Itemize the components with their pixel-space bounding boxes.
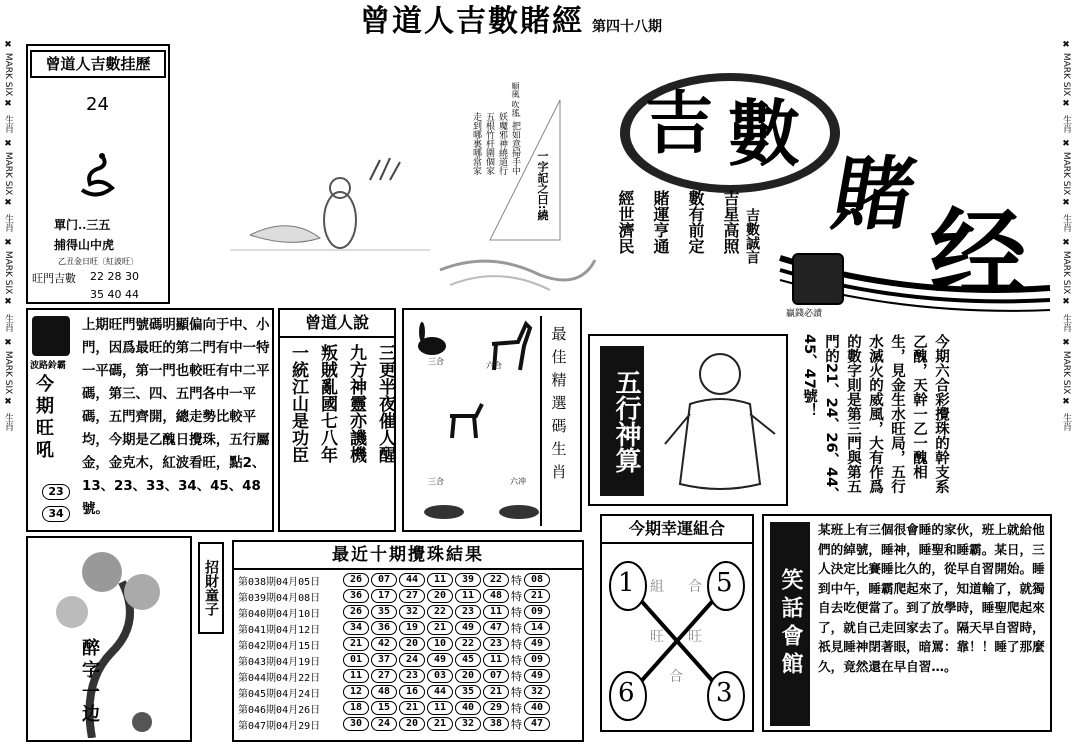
lucky-number-3: 3 (716, 678, 733, 708)
says-poem-col: 一統江山是功臣 (288, 344, 308, 463)
logo-poem-col: 經世濟民 (616, 190, 635, 254)
left-side-strip (2, 40, 20, 740)
results-special-label: 特 (511, 638, 522, 651)
results-number: 15 (371, 701, 397, 715)
results-period: 第040期04月10日 (238, 608, 321, 620)
results-special-label: 特 (511, 574, 522, 587)
results-number: 20 (399, 717, 425, 731)
results-number: 21 (343, 637, 369, 651)
results-side-label: 招財童子 (198, 542, 224, 634)
results-number: 21 (427, 621, 453, 635)
results-number: 32 (455, 717, 481, 731)
results-number: 45 (455, 653, 481, 667)
results-row (238, 588, 578, 604)
results-number: 11 (427, 573, 453, 587)
poem-line-1: 單门..三五 (54, 218, 111, 232)
results-number: 10 (427, 637, 453, 651)
results-row (238, 716, 578, 732)
zodiac-label: 六合 (486, 361, 502, 370)
results-period: 第038期04月05日 (238, 576, 321, 588)
child-figure-illustration (660, 344, 780, 500)
zodiac-label: 三合 (428, 357, 444, 366)
hanging-tag-title: 曾道人吉數挂歷 (30, 50, 166, 78)
results-number: 11 (483, 605, 509, 619)
says-title: 曾道人說 (280, 310, 394, 338)
side-strip-label: 生肖 (1061, 313, 1071, 332)
results-number: 29 (483, 701, 509, 715)
results-number: 37 (371, 653, 397, 667)
results-number: 40 (455, 701, 481, 715)
wave-analysis-text: 上期旺門號碼明顯偏向于中、小門，因爲最旺的第二門有中一特一平碼，第一門也較旺有中二平碼，第三、四、五門各中一平碼，五門齊開，總走勢比較平均，今期是乙醜日攪珠，五行屬金，金克木，紅波看旺，點2、13、23、33、34、45、48號。 (82, 318, 270, 517)
results-special-number: 49 (524, 669, 550, 683)
logo-area (610, 58, 1060, 323)
calendar-number: 24 (86, 94, 109, 115)
logo-poem-col: 賭運亨通 (651, 190, 670, 254)
says-poem-col: 三更半夜催人醒 (375, 344, 395, 463)
results-special-number: 21 (524, 589, 550, 603)
results-number: 34 (343, 621, 369, 635)
tree-text: 醉字一边 (79, 638, 100, 726)
results-number: 16 (399, 685, 425, 699)
sketch-verse-line: 妖魔邪神繞道行 (497, 112, 507, 175)
results-special-label: 特 (511, 670, 522, 683)
lucky-cross-label: 合 (669, 669, 683, 685)
side-strip-label: ✖ MARK SIX ✖ (1061, 40, 1071, 110)
results-special-label: 特 (511, 686, 522, 699)
says-poem-col: 叛賊亂國七八年 (317, 344, 337, 463)
hanging-tag-panel (26, 44, 170, 304)
joke-text: 某班上有三個很會睡的家伙，班上就給他們的綽號，睡神，睡聖和睡霸。某日，三人決定比賽睡比久的，從早自習開始。睡到中午，睡霸爬起來了，知道輸了，就獨自去吃便當了。到了放學時，睡聖爬起來了，就自己走回家去了。隔天早自習時，祇見睡神閉著眼，暗罵：靠！！睡了那麼久，竟然還在早自習…。 (818, 522, 1045, 674)
results-period: 第041期04月12日 (238, 624, 321, 636)
snake-icon (72, 150, 122, 200)
results-period: 第046期04月26日 (238, 704, 321, 716)
results-number: 22 (455, 637, 481, 651)
sailboat-sketch (430, 90, 600, 300)
wave-badge-label: 波路鈴霸 (30, 361, 67, 371)
logo-poem (614, 190, 742, 254)
page-title: 曾道人吉數賭經 (360, 4, 584, 39)
results-number: 26 (343, 573, 369, 587)
results-number: 11 (343, 669, 369, 683)
results-number: 20 (455, 669, 481, 683)
sketch-verse-line: 一把如意掃手中 (510, 112, 520, 175)
says-poem (286, 344, 396, 463)
results-period: 第044期04月22日 (238, 672, 321, 684)
results-row (238, 572, 578, 588)
side-strip-label: 生肖 (3, 412, 13, 431)
logo-poem-col: 吉星高照 (721, 190, 740, 254)
wave-panel (26, 308, 274, 532)
side-strip-label: 生肖 (1061, 214, 1071, 233)
results-number: 21 (483, 685, 509, 699)
results-special-number: 09 (524, 653, 550, 667)
wave-circle-number: 23 (42, 484, 70, 500)
results-number: 03 (427, 669, 453, 683)
logo-char-4: 经 (930, 197, 1026, 310)
joke-badge: 笑話會館 (770, 522, 810, 726)
results-special-number: 08 (524, 573, 550, 587)
results-special-label: 特 (511, 622, 522, 635)
logo-char-3: 賭 (825, 147, 923, 241)
results-title: 最近十期攪珠結果 (234, 542, 582, 570)
results-number: 23 (455, 605, 481, 619)
side-strip-label: ✖ MARK SIX ✖ (3, 238, 13, 308)
lucky-numbers-label: 旺門吉數 (32, 272, 76, 285)
results-special-number: 49 (524, 637, 550, 651)
zodiac-panel (402, 308, 582, 532)
results-special-label: 特 (511, 606, 522, 619)
zodiac-side-box (540, 316, 576, 526)
wuxing-text: 今期六合彩攪珠的幹支系乙醜，天幹一乙一醜相生，見金生水旺局，五行水滅火的威風，大有作爲的數字則是第三門與第五門的21、24、26、44、45、47號！ (801, 334, 949, 502)
wave-badge-graphic (32, 316, 70, 356)
results-period: 第045期04月24日 (238, 688, 321, 700)
results-number: 11 (455, 589, 481, 603)
results-number: 07 (371, 573, 397, 587)
poem-line-2: 捕得山中虎 (54, 238, 115, 252)
results-number: 30 (343, 717, 369, 731)
tree-illustration (32, 542, 188, 738)
rabbit-icon (410, 320, 450, 360)
lucky-number-5: 5 (716, 568, 733, 598)
side-strip-label: ✖ MARK SIX ✖ (3, 139, 13, 209)
right-side-strip (1060, 40, 1078, 740)
sketch-verse-line: 五根竹杆圍個家 (484, 112, 494, 175)
results-number: 39 (455, 573, 481, 587)
wuxing-title: 五行神算 (600, 346, 644, 496)
tree-panel (26, 536, 192, 742)
results-number: 32 (399, 605, 425, 619)
sketch-caption-text: 順風 吹瑤 (511, 82, 520, 117)
results-number: 23 (399, 669, 425, 683)
results-number: 44 (427, 685, 453, 699)
issue-number: 第四十八期 (592, 19, 662, 35)
results-number: 49 (427, 653, 453, 667)
results-row (238, 684, 578, 700)
side-strip-label: ✖ MARK SIX ✖ (3, 337, 13, 407)
results-number: 26 (343, 605, 369, 619)
sketch-verse-line: 走到哪裏哪當家 (471, 112, 481, 175)
side-strip-label: 生肖 (3, 214, 13, 233)
groundhog-illustration (230, 120, 430, 260)
results-number: 21 (399, 701, 425, 715)
results-special-label: 特 (511, 654, 522, 667)
side-strip-label: 生肖 (3, 313, 13, 332)
wave-circle-number: 34 (42, 506, 70, 522)
results-number: 17 (371, 589, 397, 603)
zodiac-side-text: 最佳精選碼生肖 (549, 326, 568, 487)
logo-stamp-label: 贏錢必讀 (786, 309, 823, 319)
results-number: 12 (343, 685, 369, 699)
results-number: 22 (483, 573, 509, 587)
results-number: 27 (371, 669, 397, 683)
results-number: 27 (399, 589, 425, 603)
results-special-label: 特 (511, 718, 522, 731)
results-special-number: 32 (524, 685, 550, 699)
wuxing-panel (588, 334, 788, 506)
zodiac-label: 三合 (428, 477, 444, 486)
results-number: 36 (343, 589, 369, 603)
results-row (238, 604, 578, 620)
side-strip-label: ✖ MARK SIX ✖ (1061, 139, 1071, 209)
lucky-cross-label: 組 (650, 579, 664, 595)
logo-char-2: 數 (728, 91, 801, 176)
lucky-cross-label: 旺 (688, 629, 702, 645)
lucky-cross-label: 合 (688, 579, 702, 595)
results-number: 18 (343, 701, 369, 715)
results-number: 11 (427, 701, 453, 715)
side-strip-label: 生肖 (1061, 412, 1071, 431)
results-panel (232, 540, 584, 742)
lucky-cross-label: 旺 (650, 629, 664, 645)
lucky-numbers-row-1: 22 28 30 (90, 270, 139, 283)
results-number: 44 (399, 573, 425, 587)
lucky-number-1: 1 (618, 568, 635, 598)
results-number: 24 (371, 717, 397, 731)
results-row (238, 700, 578, 716)
results-table (234, 570, 582, 734)
side-strip-label: ✖ MARK SIX ✖ (1061, 337, 1071, 407)
results-number: 20 (427, 589, 453, 603)
results-special-number: 14 (524, 621, 550, 635)
results-number: 21 (427, 717, 453, 731)
results-number: 07 (483, 669, 509, 683)
wuxing-text-block (798, 334, 1038, 506)
page-header (360, 4, 760, 40)
results-period: 第043期04月19日 (238, 656, 321, 668)
poem-note: 乙丑金日旺〔紅波旺〕 (58, 257, 138, 266)
results-special-label: 特 (511, 702, 522, 715)
says-panel (278, 308, 396, 532)
results-number: 47 (483, 621, 509, 635)
results-number: 48 (371, 685, 397, 699)
side-strip-label: 生肖 (1061, 115, 1071, 134)
sketch-flag-label: 一字記之曰:繞 (536, 150, 549, 221)
ox-icons (414, 498, 554, 528)
results-row (238, 620, 578, 636)
results-period: 第047期04月29日 (238, 720, 321, 732)
lucky-number-6: 6 (618, 678, 635, 708)
logo-char-1: 吉 (645, 84, 714, 164)
wave-vertical-title: 今期旺吼 (36, 374, 54, 461)
results-number: 23 (483, 637, 509, 651)
results-number: 11 (483, 653, 509, 667)
results-number: 35 (371, 605, 397, 619)
says-poem-col: 九方神靈亦譏機 (346, 344, 366, 463)
results-number: 49 (455, 621, 481, 635)
results-row (238, 668, 578, 684)
results-period: 第039期04月08日 (238, 592, 321, 604)
results-row (238, 636, 578, 652)
lucky-numbers-row-2: 35 40 44 (90, 288, 139, 301)
results-period: 第042期04月15日 (238, 640, 321, 652)
side-strip-label: 生肖 (3, 115, 13, 134)
results-special-number: 09 (524, 605, 550, 619)
results-special-number: 47 (524, 717, 550, 731)
goat-icon (440, 394, 490, 444)
results-number: 36 (371, 621, 397, 635)
side-strip-label: ✖ MARK SIX ✖ (1061, 238, 1071, 308)
logo-stamp (792, 253, 844, 305)
results-number: 24 (399, 653, 425, 667)
results-number: 48 (483, 589, 509, 603)
results-number: 01 (343, 653, 369, 667)
results-number: 35 (455, 685, 481, 699)
results-number: 20 (399, 637, 425, 651)
joke-panel (762, 514, 1052, 732)
results-number: 42 (371, 637, 397, 651)
results-row (238, 652, 578, 668)
results-number: 19 (399, 621, 425, 635)
results-number: 38 (483, 717, 509, 731)
lucky-combo-panel (600, 514, 754, 732)
results-number: 22 (427, 605, 453, 619)
zodiac-label: 六冲 (510, 477, 526, 486)
results-special-label: 特 (511, 590, 522, 603)
side-strip-label: ✖ MARK SIX ✖ (3, 40, 13, 110)
lucky-combo-title: 今期幸運組合 (602, 516, 752, 544)
results-special-number: 40 (524, 701, 550, 715)
logo-poem-col: 數有前定 (686, 190, 705, 254)
logo-side-title: 吉數誠言 (744, 208, 760, 264)
